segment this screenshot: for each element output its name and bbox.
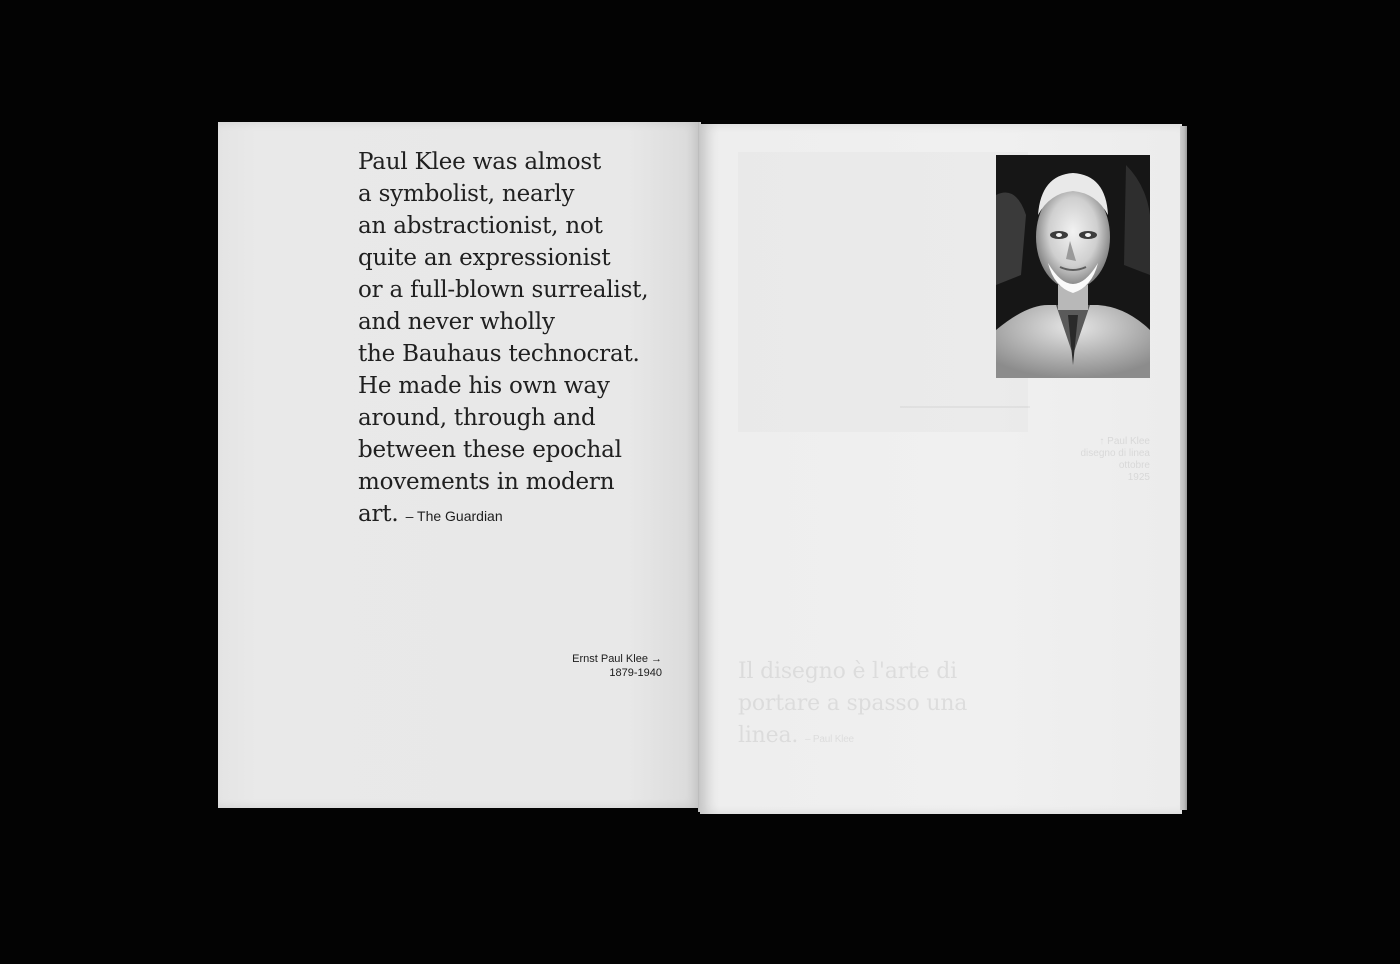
left-page bbox=[218, 122, 700, 808]
quote-line: between these epochal bbox=[358, 437, 622, 463]
artist-caption bbox=[572, 652, 662, 680]
show-through-caption bbox=[1040, 436, 1150, 484]
quote-line: art. bbox=[358, 501, 399, 527]
quote-line: Paul Klee was almost bbox=[358, 149, 601, 175]
quote-line: or a full-blown surrealist, bbox=[358, 277, 649, 303]
quote-line: a symbolist, nearly bbox=[358, 181, 575, 207]
ghost-caption-line: 1925 bbox=[1127, 472, 1150, 483]
ghost-quote-line: portare a spasso una bbox=[738, 691, 968, 716]
show-through-rule bbox=[900, 406, 1030, 408]
show-through-quote bbox=[738, 656, 1008, 756]
page-stack-edge bbox=[1180, 126, 1187, 810]
pull-quote bbox=[358, 146, 688, 532]
quote-source: – The Guardian bbox=[405, 508, 503, 524]
show-through-image bbox=[738, 152, 1028, 432]
ghost-caption-line: ↑ Paul Klee bbox=[1099, 436, 1150, 447]
ghost-quote-source: – Paul Klee bbox=[804, 734, 854, 745]
ghost-quote-line: linea. bbox=[738, 723, 799, 748]
quote-line: an abstractionist, not bbox=[358, 213, 603, 239]
ghost-quote-last-line bbox=[738, 720, 1008, 756]
quote-line: and never wholly bbox=[358, 309, 555, 335]
ghost-caption-line: disegno di linea bbox=[1080, 448, 1150, 459]
quote-last-line bbox=[358, 498, 688, 532]
ghost-caption-line: ottobre bbox=[1118, 460, 1150, 471]
quote-line: quite an expressionist bbox=[358, 245, 611, 271]
quote-line: around, through and bbox=[358, 405, 596, 431]
quote-line: the Bauhaus technocrat. bbox=[358, 341, 640, 367]
ghost-quote-line: Il disegno è l'arte di bbox=[738, 659, 957, 684]
caption-name: Ernst Paul Klee → bbox=[572, 653, 662, 665]
portrait-photo bbox=[996, 155, 1150, 378]
right-page bbox=[700, 124, 1182, 814]
portrait-negative-image bbox=[996, 155, 1150, 378]
quote-line: movements in modern bbox=[358, 469, 615, 495]
caption-years: 1879-1940 bbox=[609, 667, 662, 679]
quote-line: He made his own way bbox=[358, 373, 610, 399]
